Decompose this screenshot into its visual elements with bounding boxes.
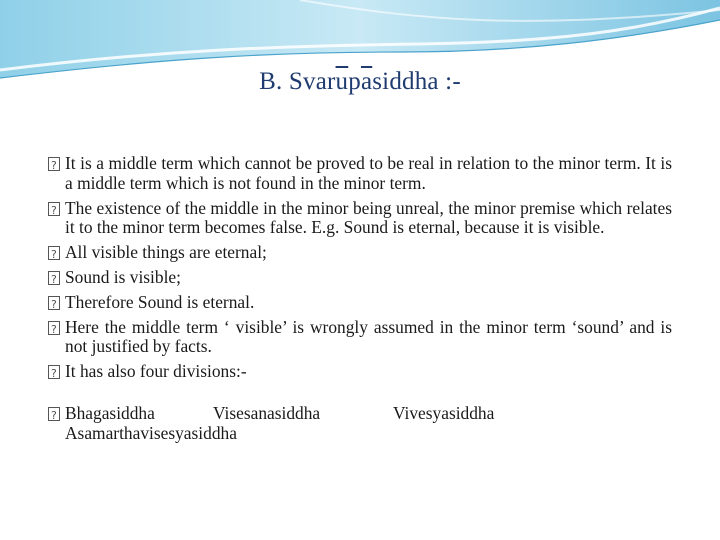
bullet-item: ? Sound is visible;	[48, 268, 672, 288]
bullet-item: ? All visible things are eternal;	[48, 243, 672, 263]
slide-title: B. $Svar\overline{u}p\overline{a}siddha$ :-	[259, 68, 461, 95]
bullet-icon	[48, 271, 60, 285]
slide-body	[48, 154, 672, 449]
division-name: Asamarthavisesyasiddha	[65, 422, 237, 443]
bullet-icon	[48, 246, 60, 260]
bullet-icon	[48, 157, 60, 171]
division-name: Vivesyasiddha	[393, 402, 495, 423]
bullet-icon	[48, 296, 60, 310]
division-name: Bhagasiddha	[65, 402, 155, 423]
bullet-item: ? The existence of the middle in the minor being unreal, the minor premise which relates it to the minor term becomes false. E.g. Sound is eternal, because it is visible.	[48, 199, 672, 239]
divisions-item	[48, 404, 672, 444]
bullet-item: ? Therefore Sound is eternal.	[48, 293, 672, 313]
bullet-item: ? Here the middle term ‘ visible’ is wrongly assumed in the minor term ‘sound’ and is not justified by facts.	[48, 318, 672, 358]
division-name: Visesanasiddha	[213, 402, 321, 423]
bullet-item: ? It has also four divisions:-	[48, 362, 672, 382]
bullet-icon	[48, 321, 60, 335]
bullet-icon	[48, 202, 60, 216]
bullet-icon	[48, 407, 60, 421]
bullet-icon	[48, 365, 60, 379]
bullet-item: ? It is a middle term which cannot be proved to be real in relation to the minor term. It is a middle term which is not found in the minor term.	[48, 154, 672, 194]
